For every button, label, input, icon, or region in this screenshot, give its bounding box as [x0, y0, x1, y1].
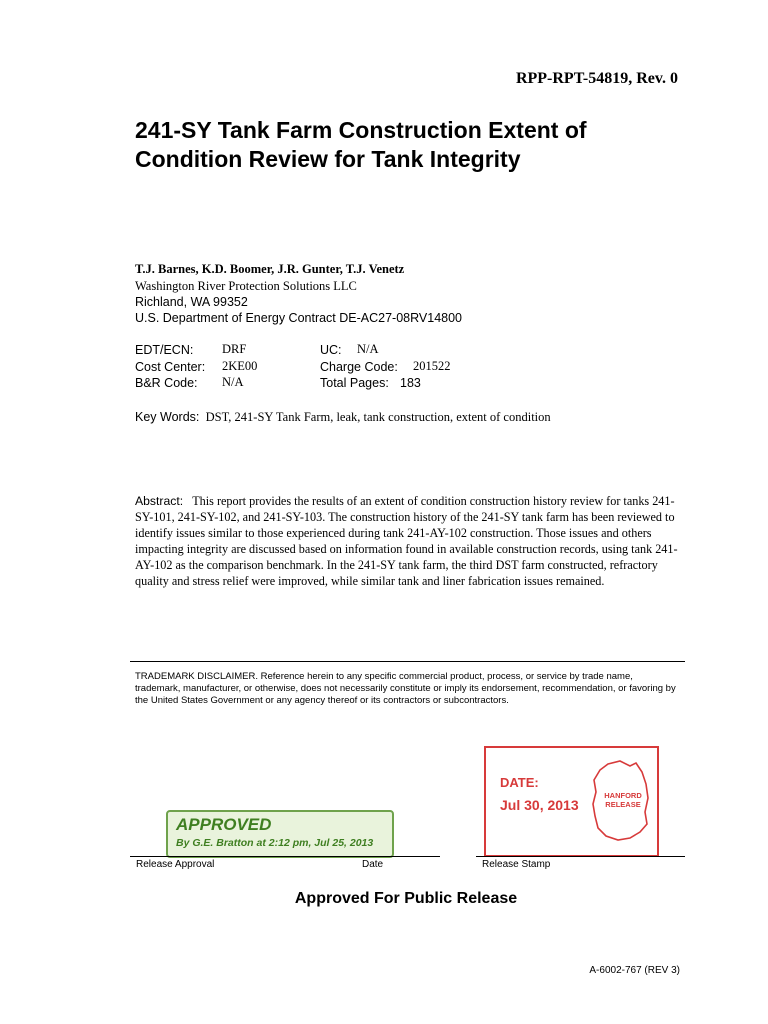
- uc-value: N/A: [357, 342, 379, 356]
- seal-line-1: HANFORD: [604, 791, 642, 800]
- date-label: Date: [362, 859, 384, 870]
- keywords: [135, 410, 551, 425]
- city-address: Richland, WA 99352: [135, 295, 248, 309]
- charge-code-label: Charge Code:: [320, 360, 398, 374]
- approved-by: By G.E. Bratton at 2:12 pm, Jul 25, 2013: [176, 837, 374, 849]
- uc-label: UC:: [320, 343, 342, 357]
- hanford-seal-text: [598, 791, 648, 809]
- cost-center-label: Cost Center:: [135, 360, 206, 374]
- release-date-stamp: [484, 746, 659, 857]
- organization: Washington River Protection Solutions LLC: [135, 279, 357, 293]
- keywords-label: Key Words:: [135, 410, 200, 424]
- title-line-2: Condition Review for Tank Integrity: [135, 146, 521, 172]
- date-stamp-value: Jul 30, 2013: [500, 797, 579, 813]
- br-code-label: B&R Code:: [135, 376, 198, 390]
- total-pages-label: Total Pages:: [320, 376, 389, 390]
- abstract: [135, 493, 680, 589]
- trademark-disclaimer: TRADEMARK DISCLAIMER. Reference herein to any specific commercial product, process, or service by trade name, trademark, manufacturer, or otherwise, does not necessarily constitute or imply its endorsement, recommendation, or favoring by the United States Government or any agency thereof or its contractors or subcontractors.: [135, 671, 676, 706]
- release-approval-label: Release Approval: [136, 859, 215, 870]
- abstract-text: This report provides the results of an extent of condition construction history review for tanks 241-SY-101, 241-SY-102, and 241-SY-103. The construction history of the 241-SY tank farm has been reviewed to identify issues similar to those experienced during tank 241-AY-102 construction. Those issues and others impacting integrity are discussed based on information found in available construction records, using tank 241-AY-102 as the comparison benchmark. In the 241-SY tank farm, the third DST farm constructed, refractory quality and stress relief were improved, while similar tank and liner fabrication issues remained.: [135, 494, 678, 588]
- signature-line-left: [130, 856, 440, 857]
- abstract-label: Abstract:: [135, 494, 184, 508]
- divider: [130, 661, 685, 662]
- total-pages-value: 183: [400, 376, 421, 390]
- form-number: A-6002-767 (REV 3): [589, 965, 680, 976]
- signature-line-right: [476, 856, 685, 857]
- date-stamp-label: DATE:: [500, 775, 539, 790]
- seal-line-2: RELEASE: [605, 800, 641, 809]
- document-title: [135, 116, 655, 174]
- br-code-value: N/A: [222, 375, 244, 389]
- edt-field: [135, 343, 193, 358]
- document-number: RPP-RPT-54819, Rev. 0: [515, 70, 678, 87]
- edt-value: DRF: [222, 342, 247, 356]
- approved-stamp: [166, 810, 394, 858]
- charge-code-value: 201522: [413, 359, 451, 373]
- approved-word: APPROVED: [176, 815, 272, 834]
- cost-center-value: 2KE00: [222, 359, 258, 373]
- edt-label: EDT/ECN:: [135, 343, 194, 357]
- release-stamp-label: Release Stamp: [482, 859, 551, 870]
- authors: T.J. Barnes, K.D. Boomer, J.R. Gunter, T.J. Venetz: [135, 262, 405, 276]
- public-release-notice: Approved For Public Release: [294, 890, 518, 907]
- keywords-value: DST, 241-SY Tank Farm, leak, tank construction, extent of condition: [205, 410, 551, 424]
- contract-number: U.S. Department of Energy Contract DE-AC27-08RV14800: [135, 311, 463, 325]
- title-line-1: 241-SY Tank Farm Construction Extent of: [135, 117, 587, 143]
